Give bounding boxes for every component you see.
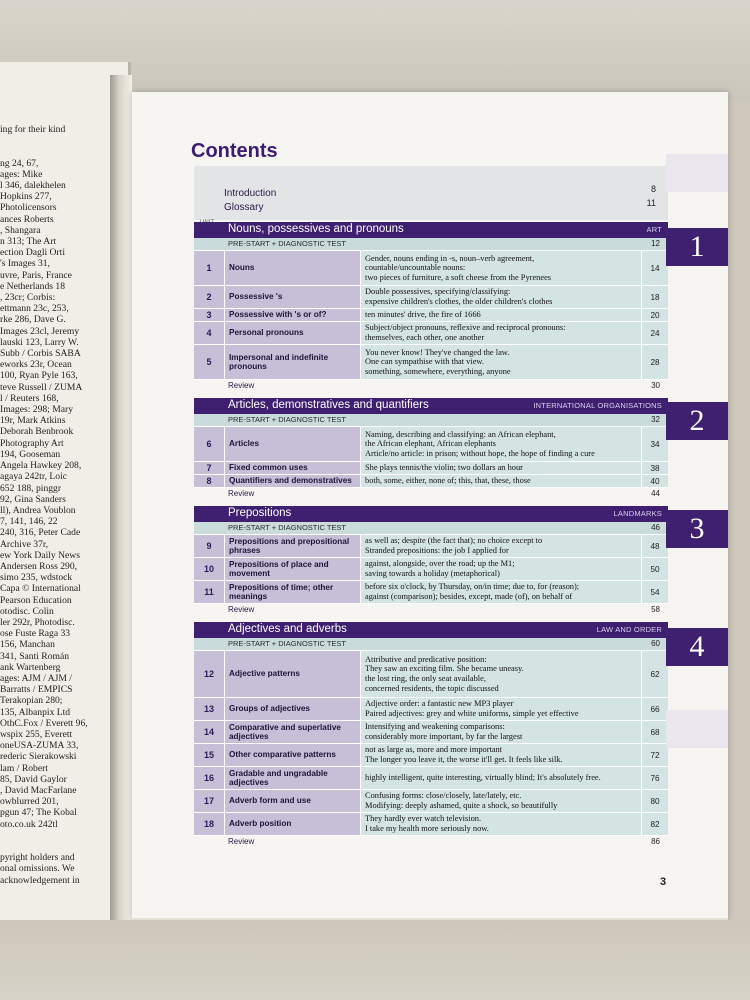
left-page-line: 7, 141, 146, 22 — [0, 516, 58, 528]
lesson-description-line: both, some, either, none of; this, that, these, those — [365, 476, 531, 486]
lesson-description-line: themselves, each other, one another — [365, 333, 485, 342]
lesson-description-line: expensive children's clothes, the older children's clothes — [365, 297, 553, 306]
lesson-row[interactable] — [194, 651, 668, 698]
prestart-label: PRE-START + DIAGNOSTIC TEST — [228, 523, 347, 532]
intro-block — [194, 166, 668, 220]
review-row[interactable] — [194, 380, 668, 392]
lesson-description-line: concerned residents, the topic discussed — [365, 683, 499, 693]
unit-title: Nouns, possessives and pronouns — [228, 223, 404, 235]
lesson-description-line: as well as; despite (the fact that); no choice except to — [365, 536, 543, 546]
left-page-line: oneUSA-ZUMA 33, — [0, 740, 79, 752]
intro-page: 8 — [650, 184, 656, 194]
lesson-page: 38 — [641, 462, 668, 474]
lesson-row[interactable] — [194, 767, 668, 790]
lesson-description — [360, 721, 641, 743]
lesson-number: 7 — [194, 462, 224, 474]
prestart-row[interactable] — [194, 638, 668, 651]
left-page-line: Andersen Ross 290, — [0, 560, 78, 572]
left-page-line: 194, Gooseman — [0, 448, 61, 460]
lesson-row[interactable] — [194, 535, 668, 558]
left-page-line — [0, 830, 128, 841]
left-page-line: acknowledgement in — [0, 874, 80, 886]
lesson-description-line: saving towards a holiday (metaphorical) — [365, 569, 500, 578]
unit-number-tab[interactable]: 3 — [666, 510, 728, 548]
lesson-description-line: The longer you leave it, the worse it'll get. It feels like silk. — [365, 755, 563, 764]
lesson-row[interactable] — [194, 462, 668, 475]
left-page-line: ew York Daily News — [0, 549, 80, 561]
lesson-number: 1 — [194, 251, 224, 285]
lesson-number: 12 — [194, 651, 224, 697]
left-page-line: 135, Albanpix Ltd — [0, 706, 71, 718]
unit-theme: ART — [646, 225, 662, 234]
prestart-page: 46 — [651, 523, 660, 532]
unit-header[interactable] — [194, 398, 668, 414]
left-page-line: Deborah Benbrook — [0, 426, 74, 438]
lesson-description-line: Intensifying and weakening comparisons: — [365, 722, 505, 732]
lesson-number: 14 — [194, 721, 224, 743]
left-page-line: simo 235, wdstock — [0, 572, 73, 584]
lesson-description-line: two pieces of furniture, a soft cheese from the Pyrenees — [365, 272, 552, 282]
contents-page — [132, 92, 728, 920]
lesson-row[interactable] — [194, 345, 668, 380]
left-page-line: Pearson Education — [0, 594, 72, 606]
lesson-description — [360, 535, 641, 557]
lesson-title: Nouns — [224, 251, 360, 285]
left-page-line: Terakopian 280; — [0, 695, 63, 707]
lesson-row[interactable] — [194, 251, 668, 286]
lesson-description — [360, 767, 641, 789]
lesson-title: Comparative and superlative adjectives — [224, 721, 360, 743]
lesson-description — [360, 790, 641, 812]
left-page-line: OthC.Fox / Everett 96, — [0, 717, 88, 729]
left-page-line: Archive 37r, — [0, 538, 49, 550]
lesson-description — [360, 286, 641, 308]
lesson-row[interactable] — [194, 558, 668, 581]
lesson-description — [360, 558, 641, 580]
lesson-page: 40 — [641, 475, 668, 487]
lesson-number: 16 — [194, 767, 224, 789]
page-title: Contents — [191, 140, 278, 162]
left-page-line: ances Roberts — [0, 213, 54, 225]
unit-section — [194, 398, 668, 500]
lesson-page: 20 — [641, 309, 668, 321]
lesson-number: 11 — [194, 581, 224, 603]
lesson-row[interactable] — [194, 286, 668, 309]
lesson-row[interactable] — [194, 790, 668, 813]
lesson-description-line: One can sympathise with that view. — [365, 357, 485, 367]
left-page-line: 240, 316, Peter Cade — [0, 527, 81, 539]
review-label: Review — [228, 489, 255, 498]
unit-theme: LAW AND ORDER — [596, 625, 662, 634]
lesson-title: Articles — [224, 427, 360, 461]
unit-number-tab[interactable]: 1 — [666, 228, 728, 266]
left-page-line: ages: AJM / AJM / — [0, 672, 72, 684]
prestart-page: 32 — [651, 415, 660, 424]
review-label: Review — [228, 837, 255, 846]
unit-header[interactable] — [194, 222, 668, 238]
left-page-line: rederic Sierakowski — [0, 751, 77, 763]
lesson-description-line: Paired adjectives: grey and white uniforms, simple yet effective — [365, 709, 579, 718]
left-page-line: wspix 255, Everett — [0, 728, 73, 740]
lesson-row[interactable] — [194, 309, 668, 322]
lesson-description — [360, 651, 641, 697]
left-page-line: lauski 123, Larry W. — [0, 336, 79, 348]
left-page-line: ing for their kind — [0, 124, 66, 135]
prestart-label: PRE-START + DIAGNOSTIC TEST — [228, 415, 347, 424]
unit-header[interactable] — [194, 506, 668, 522]
lesson-title: Adverb position — [224, 813, 360, 835]
left-page-line: rke 286, Dave G. — [0, 314, 66, 326]
left-page-line: , David MacFarlane — [0, 784, 77, 796]
lesson-description-line: considerably more important, by far the largest — [365, 732, 523, 741]
ghost-tab — [666, 154, 728, 192]
lesson-title: Impersonal and indefinite pronouns — [224, 345, 360, 379]
lesson-number: 3 — [194, 309, 224, 321]
left-page-line: e Netherlands 18 — [0, 280, 66, 292]
unit-title: Adjectives and adverbs — [228, 623, 347, 635]
lesson-number: 8 — [194, 475, 224, 487]
unit-title: Articles, demonstratives and quantifiers — [228, 399, 429, 411]
lesson-description-line: Gender, nouns ending in -s, noun–verb agreement, — [365, 253, 535, 263]
lesson-description — [360, 744, 641, 766]
lesson-description-line: They saw an exciting film. She became uneasy. — [365, 664, 524, 674]
prestart-label: PRE-START + DIAGNOSTIC TEST — [228, 239, 347, 248]
lesson-description-line: Subject/object pronouns, reflexive and reciprocal pronouns: — [365, 323, 566, 333]
lesson-page: 18 — [641, 286, 668, 308]
lesson-row[interactable] — [194, 427, 668, 462]
lesson-description-line: They hardly ever watch television. — [365, 814, 482, 824]
lesson-row[interactable] — [194, 744, 668, 767]
lesson-page: 14 — [641, 251, 668, 285]
lesson-description-line: before six o'clock, by Thursday, on/in time; due to, for (reason); — [365, 582, 580, 592]
lesson-number: 17 — [194, 790, 224, 812]
left-page-line: ll), Andrea Voublon — [0, 504, 76, 516]
lesson-description — [360, 581, 641, 603]
left-page-line — [0, 841, 128, 852]
left-page-line: owblurred 201, — [0, 796, 59, 808]
unit-header[interactable] — [194, 622, 668, 638]
lesson-number: 2 — [194, 286, 224, 308]
lesson-description-line: countable/uncountable nouns: — [365, 263, 466, 273]
unit-title: Prepositions — [228, 507, 292, 519]
left-page-line: eworks 23r, Ocean — [0, 359, 72, 371]
lesson-description-line: against (comparison); besides, except, made (of), on behalf of — [365, 592, 573, 601]
page-number: 3 — [660, 876, 667, 888]
review-page: 86 — [651, 837, 660, 846]
lesson-page: 72 — [641, 744, 668, 766]
lesson-page: 80 — [641, 790, 668, 812]
left-page-line: , 23cr; Corbis: — [0, 292, 56, 304]
left-page-line: 19r, Mark Atkins — [0, 415, 66, 427]
left-page-line — [0, 146, 128, 157]
unit-theme: INTERNATIONAL ORGANISATIONS — [533, 401, 662, 410]
unit-theme: LANDMARKS — [613, 509, 662, 518]
lesson-title: Groups of adjectives — [224, 698, 360, 720]
lesson-description-line: the lost ring, the only seat available, — [365, 674, 486, 683]
lesson-description-line: against, alongside, over the road; up the M1; — [365, 559, 515, 569]
left-page-line — [0, 135, 128, 146]
lesson-page: 28 — [641, 345, 668, 379]
lesson-number: 9 — [194, 535, 224, 557]
left-page-line: Subb / Corbis SABA — [0, 348, 81, 360]
lesson-number: 5 — [194, 345, 224, 379]
left-page-text — [0, 124, 128, 886]
lesson-row[interactable] — [194, 475, 668, 488]
prestart-page: 60 — [651, 639, 660, 648]
lesson-description — [360, 813, 641, 835]
left-page-line: 100, Ryan Pyle 163, — [0, 370, 78, 382]
lesson-title: Adverb form and use — [224, 790, 360, 812]
review-label: Review — [228, 381, 255, 390]
left-page-line: l 346, dalekhelen — [0, 180, 66, 192]
prestart-label: PRE-START + DIAGNOSTIC TEST — [228, 639, 347, 648]
left-page-line: Angela Hawkey 208, — [0, 460, 82, 472]
lesson-description-line: ten minutes' drive, the fire of 1666 — [365, 310, 481, 320]
lesson-title: Adjective patterns — [224, 651, 360, 697]
lesson-description-line: Attributive and predicative position: — [365, 654, 487, 664]
lesson-number: 18 — [194, 813, 224, 835]
lesson-description — [360, 462, 641, 474]
lesson-description — [360, 427, 641, 461]
lesson-title: Prepositions and prepositional phrases — [224, 535, 360, 557]
lesson-description-line: Adjective order: a fantastic new MP3 player — [365, 699, 514, 709]
lesson-title: Gradable and ungradable adjectives — [224, 767, 360, 789]
left-page-line: 85, David Gaylor — [0, 773, 67, 785]
lesson-description-line: Article/no article: in prison; without hope, the hope of finding a cure — [365, 448, 595, 458]
left-page-line: Images: 298; Mary — [0, 404, 74, 416]
left-page-line: ection Dagli Orti — [0, 247, 66, 259]
book-spine — [110, 75, 132, 920]
lesson-description-line: I take my health more seriously now. — [365, 824, 489, 833]
left-page-line: uvre, Paris, France — [0, 269, 72, 281]
lesson-page: 34 — [641, 427, 668, 461]
lesson-title: Prepositions of place and movement — [224, 558, 360, 580]
intro-item-introduction[interactable]: Introduction — [224, 188, 277, 199]
unit-number-tab[interactable]: 2 — [666, 402, 728, 440]
lesson-page: 76 — [641, 767, 668, 789]
review-page: 30 — [651, 381, 660, 390]
left-page-line: lam / Robert — [0, 762, 48, 774]
left-page-line: Photolicensors — [0, 202, 57, 214]
left-page-line: 341, Santi Román — [0, 650, 70, 662]
left-page-line: pgun 47; The Kobal — [0, 807, 77, 819]
unit-section — [194, 222, 668, 392]
left-page-line: ages: Mike — [0, 168, 43, 180]
left-page-line: agaya 242tr, Loic — [0, 471, 68, 483]
review-row[interactable] — [194, 604, 668, 616]
lesson-number: 6 — [194, 427, 224, 461]
left-page-line: l / Reuters 168, — [0, 392, 59, 404]
lesson-page: 24 — [641, 322, 668, 344]
unit-section — [194, 622, 668, 848]
lesson-page: 54 — [641, 581, 668, 603]
review-label: Review — [228, 605, 255, 614]
left-page-line: Images 23cl, Jeremy — [0, 325, 80, 337]
lesson-page: 48 — [641, 535, 668, 557]
left-page-line: ng 24, 67, — [0, 157, 39, 169]
lesson-description-line: You never know! They've changed the law. — [365, 347, 510, 357]
left-page-line: ettmann 23c, 253, — [0, 303, 69, 315]
lesson-page: 66 — [641, 698, 668, 720]
prestart-row[interactable] — [194, 414, 668, 427]
lesson-row[interactable] — [194, 698, 668, 721]
lesson-description-line: something, somewhere, everything, anyone — [365, 366, 511, 376]
left-page-line: ler 292r, Photodisc. — [0, 616, 75, 628]
lesson-page: 68 — [641, 721, 668, 743]
review-page: 44 — [651, 489, 660, 498]
lesson-page: 62 — [641, 651, 668, 697]
background-bottom — [0, 920, 750, 1000]
prestart-row[interactable] — [194, 522, 668, 535]
ghost-tab — [666, 710, 728, 748]
left-page-line: 652 188, pinggr — [0, 482, 62, 494]
lesson-title: Quantifiers and demonstratives — [224, 475, 360, 487]
left-page-line: ank Wartenberg — [0, 661, 61, 673]
lesson-title: Possessive with 's or of? — [224, 309, 360, 321]
lesson-description — [360, 475, 641, 487]
lesson-description — [360, 251, 641, 285]
left-page-line: n 313; The Art — [0, 236, 57, 248]
glossary-page: 11 — [646, 198, 656, 208]
lesson-description — [360, 698, 641, 720]
lesson-title: Possessive 's — [224, 286, 360, 308]
lesson-row[interactable] — [194, 322, 668, 345]
lesson-title: Fixed common uses — [224, 462, 360, 474]
lesson-description-line: highly intelligent, quite interesting, virtually blind; It's absolutely free. — [365, 773, 601, 783]
lesson-description — [360, 322, 641, 344]
lesson-number: 4 — [194, 322, 224, 344]
lesson-page: 50 — [641, 558, 668, 580]
lesson-description — [360, 345, 641, 379]
left-page-line: 156, Manchan — [0, 639, 55, 651]
lesson-number: 13 — [194, 698, 224, 720]
left-page-line: Barratts / EMPICS — [0, 684, 73, 696]
lesson-description-line: Modifying: deeply ashamed, quite a shock, so beautifully — [365, 801, 558, 810]
left-page-line: , Shangara — [0, 224, 41, 236]
lesson-title: Personal pronouns — [224, 322, 360, 344]
left-page-line: Capa © International — [0, 583, 81, 595]
left-page-line: ose Fuste Raga 33 — [0, 628, 71, 640]
lesson-description-line: the African elephant, African elephants — [365, 439, 496, 449]
lesson-row[interactable] — [194, 721, 668, 744]
left-page-line: 's Images 31, — [0, 258, 50, 270]
lesson-title: Other comparative patterns — [224, 744, 360, 766]
review-page: 58 — [651, 605, 660, 614]
left-page-line: pyright holders and — [0, 852, 75, 864]
left-page-line: oto.co.uk 242tl — [0, 818, 58, 830]
review-row[interactable] — [194, 488, 668, 500]
review-row[interactable] — [194, 836, 668, 848]
lesson-row[interactable] — [194, 581, 668, 604]
unit-section — [194, 506, 668, 616]
lesson-row[interactable] — [194, 813, 668, 836]
prestart-page: 12 — [651, 239, 660, 248]
lesson-number: 10 — [194, 558, 224, 580]
left-page-line: otodisc. Colin — [0, 605, 54, 617]
left-page-line: Hopkins 277, — [0, 191, 52, 203]
lesson-description-line: Double possessives, specifying/classifying: — [365, 287, 511, 297]
left-page-line: onal omissions. We — [0, 863, 75, 875]
left-page-line: teve Russell / ZUMA — [0, 381, 83, 393]
lesson-description-line: She plays tennis/the violin; two dollars an hour — [365, 463, 523, 473]
lesson-description-line: not as large as, more and more important — [365, 745, 503, 755]
prestart-row[interactable] — [194, 238, 668, 251]
lesson-description-line: Confusing forms: close/closely, late/lately, etc. — [365, 791, 522, 801]
unit-number-tab[interactable]: 4 — [666, 628, 728, 666]
lesson-number: 15 — [194, 744, 224, 766]
lesson-description-line: Naming, describing and classifying: an African elephant, — [365, 429, 556, 439]
left-page-line: Photography Art — [0, 437, 64, 449]
lesson-page: 82 — [641, 813, 668, 835]
left-page-line: 92, Gina Sanders — [0, 493, 66, 505]
lesson-description — [360, 309, 641, 321]
intro-item-glossary[interactable]: Glossary — [224, 202, 264, 213]
lesson-description-line: Stranded prepositions: the job I applied for — [365, 546, 509, 555]
lesson-title: Prepositions of time; other meanings — [224, 581, 360, 603]
